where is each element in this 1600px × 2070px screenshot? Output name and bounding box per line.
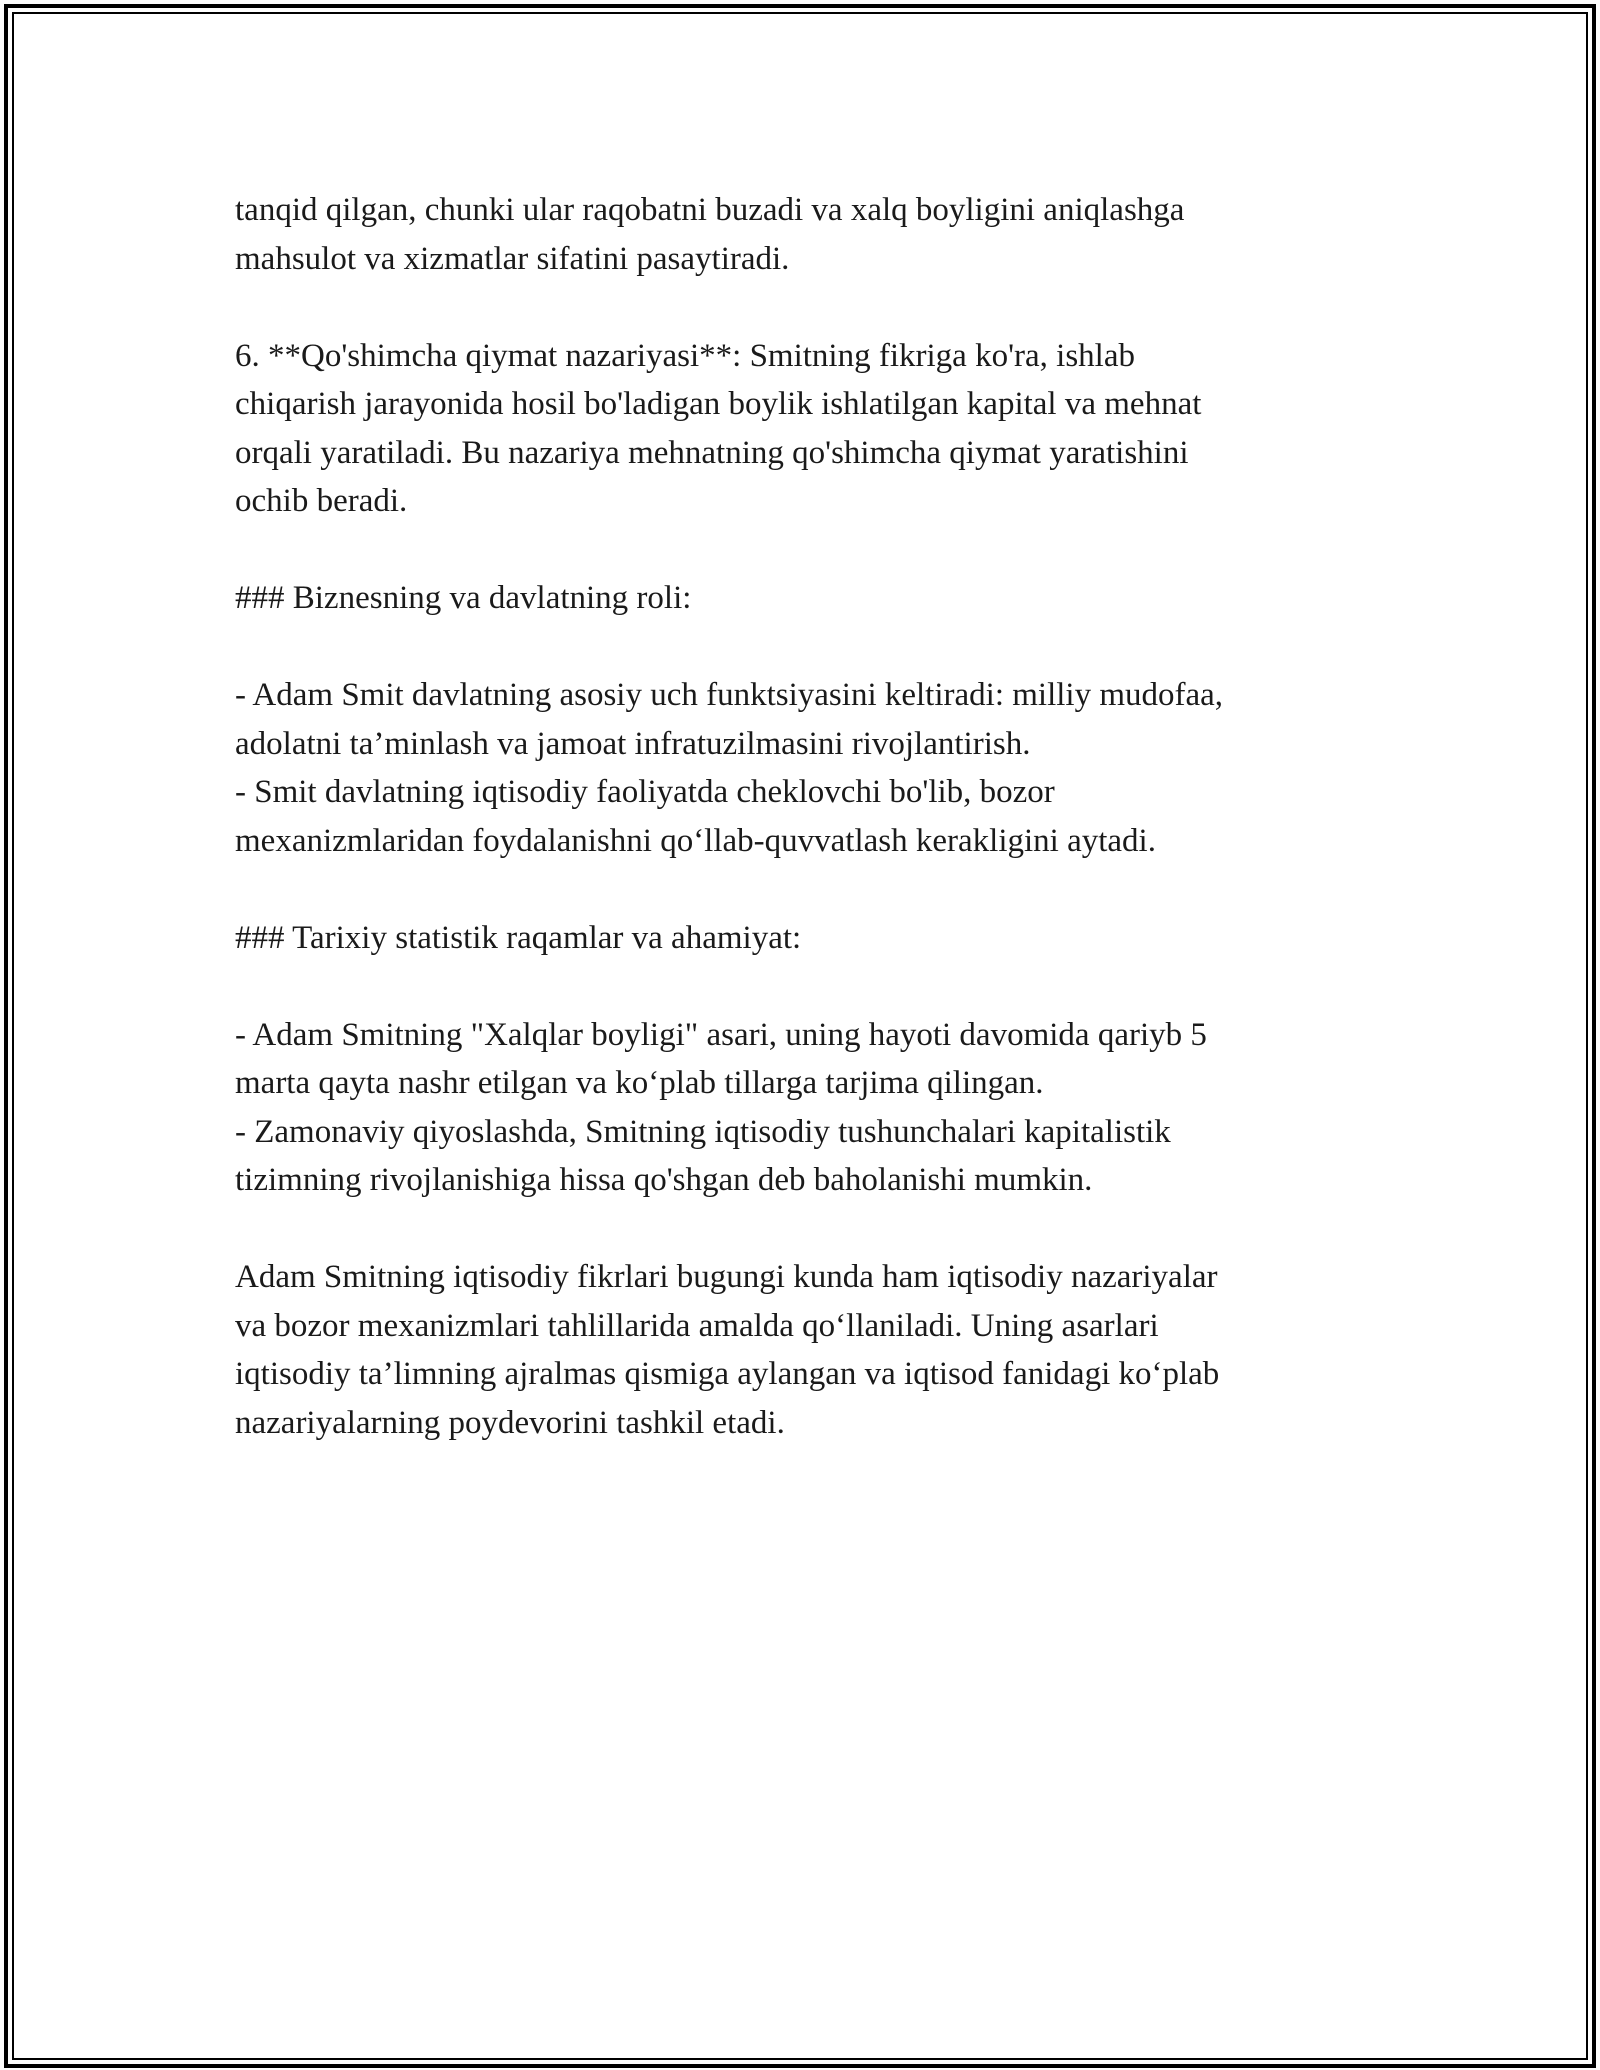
heading-role: ### Biznesning va davlatning roli:: [235, 580, 692, 616]
list-item: - Zamonaviy qiyoslashda, Smitning iqtisodiy tushunchalari kapitalistik tizimning rivojlanishiga hissa qo'shgan deb baholanishi mumkin.: [235, 1113, 1171, 1198]
heading-stats: ### Tarixiy statistik raqamlar va ahamiyat:: [235, 919, 802, 956]
point-6-paragraph: 6. **Qo'shimcha qiymat nazariyasi**: Smitning fikriga ko'ra, ishlab chiqarish jarayonida hosil bo'ladigan boylik ishlatilgan kapital va mehnat orqali yaratiladi. Bu nazariya mehnatning qo'shimcha qiymat yaratishini ochib beradi.: [235, 337, 1202, 519]
role-list: [235, 671, 1385, 865]
stats-list: [235, 1011, 1385, 1205]
conclusion-paragraph: Adam Smitning iqtisodiy fikrlari bugungi kunda ham iqtisodiy nazariyalar va bozor mexanizmlari tahlillarida amalda qo‘llaniladi. Uning asarlari iqtisodiy ta’limning ajralmas qismiga aylangan va iqtisod fanidagi ko‘plab nazariyalarning poydevorini tashkil etadi.: [235, 1259, 1220, 1441]
continuation-paragraph: tanqid qilgan, chunki ular raqobatni buzadi va xalq boyligini aniqlashga mahsulot va xizmatlar sifatini pasaytiradi.: [235, 192, 1185, 277]
list-item: - Adam Smit davlatning asosiy uch funktsiyasini keltiradi: milliy mudofaa, adolatni ta’minlash va jamoat infratuzilmasini rivojlantirish.: [235, 677, 1224, 762]
list-item: - Smit davlatning iqtisodiy faoliyatda cheklovchi bo'lib, bozor mexanizmlaridan foydalanishni qo‘llab-quvvatlash kerakligini aytadi.: [235, 774, 1156, 859]
document-body: [235, 186, 1385, 1447]
list-item: - Adam Smitning "Xalqlar boyligi" asari, uning hayoti davomida qariyb 5 marta qayta nashr etilgan va ko‘plab tillarga tarjima qilingan.: [235, 1016, 1207, 1101]
